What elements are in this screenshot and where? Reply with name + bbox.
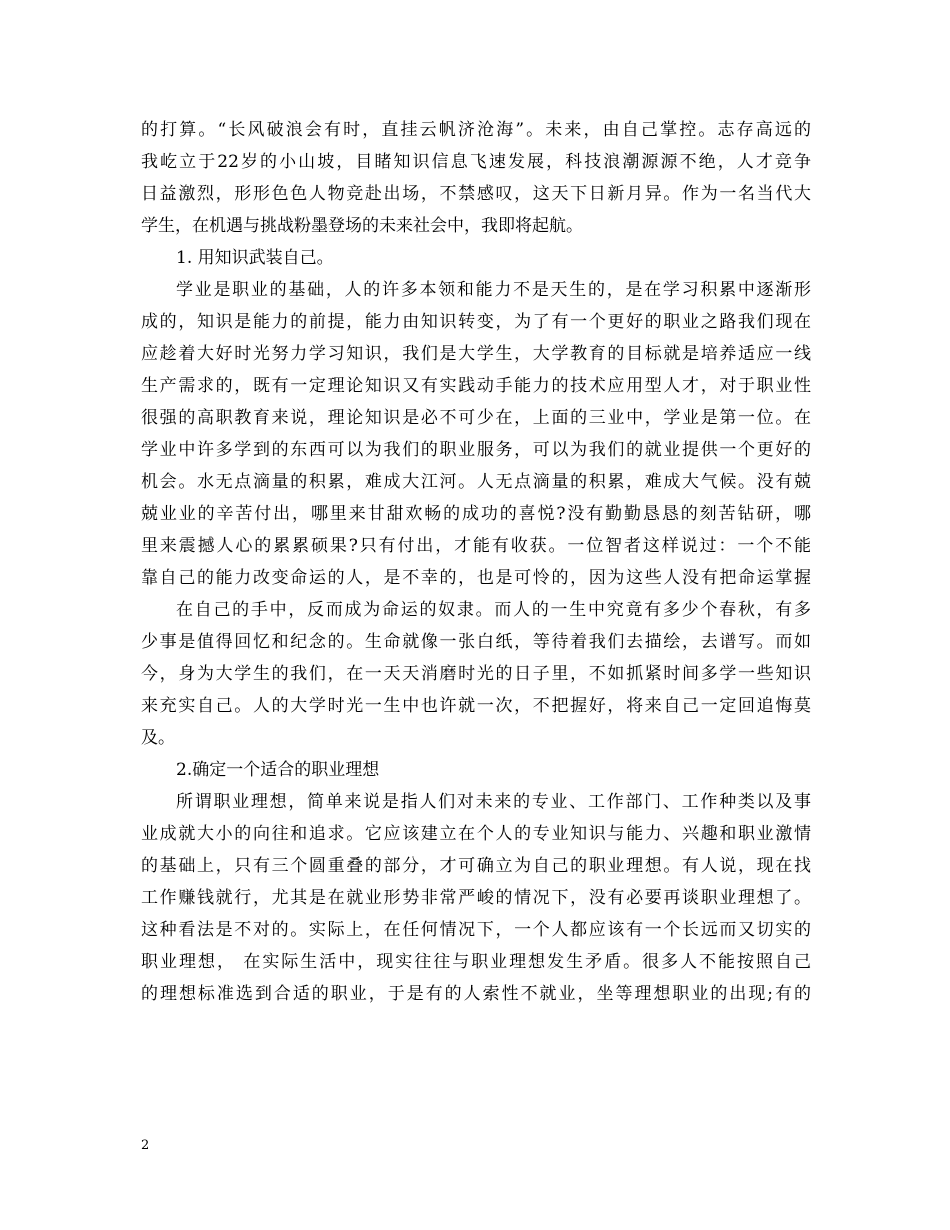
text-line: 及。 xyxy=(141,728,175,748)
text-line: 职业理想， 在实际生活中，现实往往与职业理想发生矛盾。很多人不能按照自己 xyxy=(141,952,811,972)
text-line: 兢业业的辛苦付出，哪里来甘甜欢畅的成功的喜悦?没有勤勤恳恳的刻苦钻研，哪 xyxy=(141,504,811,524)
body-text xyxy=(141,114,811,1010)
page-number: 2 xyxy=(141,1138,150,1153)
text-line: 机会。水无点滴量的积累，难成大江河。人无点滴量的积累，难成大气候。没有兢 xyxy=(141,472,811,492)
text-line: 很强的高职教育来说，理论知识是必不可少在，上面的三业中，学业是第一位。在 xyxy=(141,408,811,428)
text-line: 学生，在机遇与挑战粉墨登场的未来社会中，我即将起航。 xyxy=(141,216,583,236)
text-line: 靠自己的能力改变命运的人，是不幸的，也是可怜的，因为这些人没有把命运掌握 xyxy=(141,568,811,588)
text-line: 里来震撼人心的累累硕果?只有付出，才能有收获。一位智者这样说过：一个不能 xyxy=(141,536,811,556)
section-heading-1: 1. 用知识武装自己。 xyxy=(176,248,334,268)
text-line: 少事是值得回忆和纪念的。生命就像一张白纸，等待着我们去描绘，去谱写。而如 xyxy=(141,632,811,652)
text-line: 学业是职业的基础，人的许多本领和能力不是天生的，是在学习积累中逐渐形 xyxy=(176,280,811,300)
text-line: 在自己的手中，反而成为命运的奴隶。而人的一生中究竟有多少个春秋，有多 xyxy=(176,600,811,620)
text-line: 的基础上，只有三个圆重叠的部分，才可确立为自己的职业理想。有人说，现在找 xyxy=(141,856,811,876)
text-line: 的打算。“长风破浪会有时，直挂云帆济沧海”。未来，由自己掌控。志存高远的 xyxy=(141,120,811,140)
section-heading-2: 2.确定一个适合的职业理想 xyxy=(176,760,380,780)
text-line: 日益激烈，形形色色人物竞赴出场，不禁感叹，这天下日新月异。作为一名当代大 xyxy=(141,184,811,204)
text-line: 我屹立于22岁的小山坡，目睹知识信息飞速发展，科技浪潮源源不绝，人才竞争 xyxy=(141,152,811,172)
text-line: 这种看法是不对的。实际上，在任何情况下，一个人都应该有一个长远而又切实的 xyxy=(141,920,811,940)
text-line: 今，身为大学生的我们，在一天天消磨时光的日子里，不如抓紧时间多学一些知识 xyxy=(141,664,811,684)
text-line: 业成就大小的向往和追求。它应该建立在个人的专业知识与能力、兴趣和职业激情 xyxy=(141,824,811,844)
text-line: 所谓职业理想，简单来说是指人们对未来的专业、工作部门、工作种类以及事 xyxy=(176,792,811,812)
text-line: 生产需求的，既有一定理论知识又有实践动手能力的技术应用型人才，对于职业性 xyxy=(141,376,811,396)
text-line: 应趁着大好时光努力学习知识，我们是大学生，大学教育的目标就是培养适应一线 xyxy=(141,344,811,364)
text-line: 学业中许多学到的东西可以为我们的职业服务，可以为我们的就业提供一个更好的 xyxy=(141,440,811,460)
text-line: 的理想标准选到合适的职业，于是有的人索性不就业，坐等理想职业的出现;有的 xyxy=(141,984,811,1004)
text-line: 成的，知识是能力的前提，能力由知识转变，为了有一个更好的职业之路我们现在 xyxy=(141,312,811,332)
text-line: 来充实自己。人的大学时光一生中也许就一次，不把握好，将来自己一定回追悔莫 xyxy=(141,696,811,716)
text-line: 工作赚钱就行，尤其是在就业形势非常严峻的情况下，没有必要再谈职业理想了。 xyxy=(141,888,811,908)
